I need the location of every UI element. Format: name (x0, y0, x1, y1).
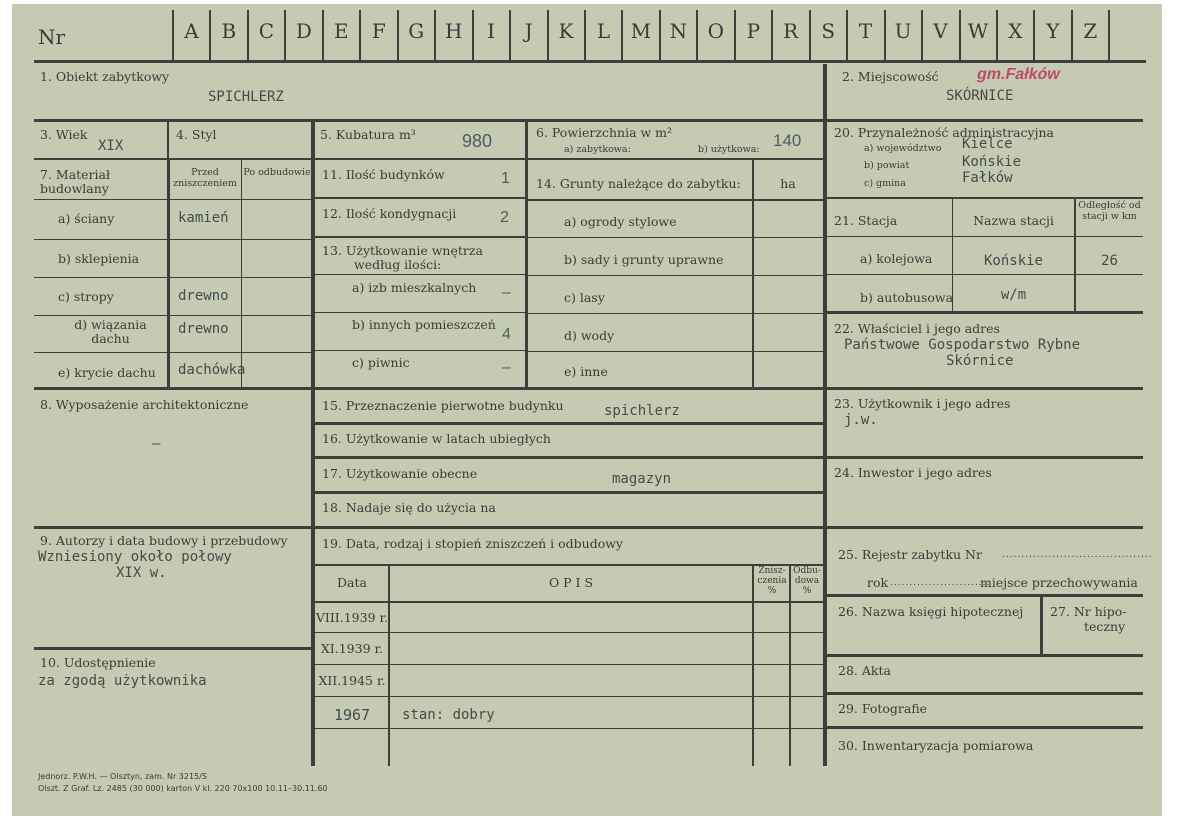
f14-r4 (528, 351, 823, 352)
f19-col-destr: Znisz-czenia % (757, 566, 787, 596)
f30-label: 30. Inwentaryzacja pomiarowa (838, 738, 1034, 753)
letter-divider (1108, 10, 1110, 60)
f21-b-name: w/m (1000, 287, 1027, 303)
f1-label: 1. Obiekt zabytkowy (40, 69, 170, 84)
rule-13b (315, 312, 525, 313)
rule-3 (34, 158, 312, 160)
f5-label: 5. Kubatura m³ (320, 127, 416, 142)
f14-row: b) sady i grunty uprawne (564, 252, 724, 267)
letter-box: L (596, 19, 611, 43)
f16-label: 16. Użytkowanie w latach ubiegłych (322, 431, 551, 446)
rule-24 (825, 456, 1143, 459)
letter-box: I (487, 19, 496, 43)
f19-label: 19. Data, rodzaj i stopień zniszczeń i odbudowy (322, 536, 623, 551)
f26-label: 26. Nazwa księgi hipotecznej (838, 604, 1024, 619)
rule-26 (825, 594, 1143, 597)
divider-left (311, 121, 315, 766)
rule-5-6 (315, 158, 823, 160)
f9-value2: XIX w. (116, 565, 167, 581)
f7-r4 (34, 315, 312, 316)
f15-value: spichlerz (604, 403, 680, 419)
footer-line2: Olszt. Z Graf. Lz. 2485 (30 000) karton V kl. 220 70x100 10.11–30.11.60 (38, 784, 328, 793)
letter-box: N (669, 19, 688, 43)
rule-16 (315, 422, 823, 425)
f14-label: 14. Grunty należące do zabytku: (536, 176, 741, 191)
f2-handwritten: gm.Fałków (975, 66, 1062, 83)
f13-b-value: 4 (502, 326, 511, 343)
rule-25 (825, 526, 1143, 529)
rule-17 (315, 456, 823, 459)
f14-row: d) wody (564, 328, 615, 343)
f2-value: SKÓRNICE (946, 88, 1014, 104)
letter-box: J (524, 19, 533, 43)
rule-13c (315, 350, 525, 351)
f19-row-desc: stan: dobry (402, 707, 495, 723)
f14-r0 (528, 199, 823, 201)
f24-label: 24. Inwestor i jego adres (834, 465, 992, 480)
letter-box: K (558, 19, 574, 43)
rule-28 (825, 654, 1143, 657)
letter-box: D (295, 19, 312, 43)
letter-box: X (1008, 19, 1023, 43)
rule-11 (315, 197, 525, 199)
f2-label: 2. Miejscowość (842, 69, 939, 84)
letter-box: P (746, 19, 761, 43)
f7-col-after: Po odbudowie (243, 167, 311, 178)
rule-10 (34, 647, 314, 650)
f23-value: j.w. (844, 412, 878, 428)
f3-label: 3. Wiek (40, 127, 88, 142)
f7-col-before: Przed zniszczeniem (173, 167, 237, 189)
f14-r1 (528, 237, 823, 238)
f7-r5 (34, 352, 312, 353)
f19-head-top (315, 564, 823, 566)
div-3-4 (167, 122, 169, 159)
letter-box: H (444, 19, 463, 43)
f11-value: 1 (501, 170, 510, 187)
letter-box: S (821, 19, 836, 43)
rule-13a (315, 274, 525, 275)
f6-value: 140 (773, 131, 802, 150)
f22-value1: Państwowe Gospodarstwo Rybne (844, 337, 1081, 353)
rule-19 (315, 526, 823, 529)
f7-row-label: b) sklepienia (58, 251, 140, 266)
rule-22 (825, 311, 1143, 314)
f8-label: 8. Wyposażenie architektoniczne (40, 397, 249, 412)
f19-row-date: XII.1945 r. (318, 673, 386, 688)
f28-label: 28. Akta (838, 663, 891, 678)
f19-r2 (315, 664, 823, 665)
f10-value: za zgodą użytkownika (38, 673, 207, 689)
f7-row-label: a) ściany (58, 211, 115, 226)
rule-8 (34, 387, 314, 390)
inventory-card (12, 4, 1162, 816)
f21-a-label: a) kolejowa (860, 251, 933, 266)
f14-row: c) lasy (564, 290, 605, 305)
f21-col-dist: Odległość od stacji w km (1078, 200, 1141, 222)
f6-sub-b: b) użytkowa: (698, 144, 760, 155)
f9-label: 9. Autorzy i data budowy i przebudowy (40, 533, 288, 548)
f17-value: magazyn (612, 471, 672, 487)
letter-box: E (333, 19, 349, 43)
letter-box: Z (1083, 19, 1098, 43)
letter-box: U (894, 19, 912, 43)
letter-box: B (221, 19, 237, 43)
f4-label: 4. Styl (176, 127, 217, 142)
f11-label: 11. Ilość budynków (322, 167, 445, 182)
f13-label2: według ilości: (354, 257, 442, 272)
f19-col-rebuild: Odbu-dowa % (793, 566, 821, 596)
rule-row1 (34, 119, 825, 122)
f19-r1 (315, 632, 823, 633)
div-mid (525, 122, 528, 389)
f7-row-label: d) wiązania dachu (74, 317, 147, 346)
f12-label: 12. Ilość kondygnacji (322, 206, 457, 221)
rule-15 (315, 387, 823, 390)
letter-box: Y (1046, 19, 1060, 43)
f8-value: — (152, 436, 161, 452)
f7-row-value: drewno (178, 321, 229, 337)
f9-value1: Wzniesiony około połowy (38, 549, 232, 565)
f19-col-desc: O P I S (548, 575, 594, 590)
f7-r1 (34, 199, 312, 200)
rule-23 (825, 387, 1143, 390)
f10-label: 10. Udostępnienie (40, 655, 156, 670)
f14-row: e) inne (564, 364, 608, 379)
rule-30 (825, 726, 1143, 729)
f14-r2 (528, 275, 823, 276)
f22-label: 22. Właściciel i jego adres (834, 321, 1000, 336)
f5-value: 980 (462, 131, 493, 151)
f20-a-label: a) województwo (864, 143, 942, 154)
letter-box: R (783, 19, 799, 43)
f21-r2 (825, 274, 1143, 275)
f14-row: a) ogrody stylowe (564, 214, 677, 229)
f19-col-date: Data (337, 575, 367, 590)
nr-label: Nr (38, 25, 66, 49)
f7-row-value: kamień (178, 210, 229, 226)
f13-a-label: a) izb mieszkalnych (352, 280, 477, 295)
f3-value: XIX (98, 138, 124, 154)
letter-box: V (933, 19, 948, 43)
footer-line1: Jednorz. P.W.H. — Olsztyn, zam. Nr 3215/S (38, 772, 207, 781)
f7-label: 7. Materiał budowlany (40, 167, 111, 196)
f19-r3 (315, 696, 823, 697)
f7-row-label: c) stropy (58, 289, 114, 304)
f20-b-label: b) powiat (864, 160, 910, 171)
rule-21 (825, 197, 1143, 199)
f19-r4 (315, 728, 823, 729)
rule-18 (315, 491, 823, 494)
letter-box: M (630, 19, 652, 43)
rule-29 (825, 692, 1143, 695)
f27-label2: teczny (1084, 619, 1126, 634)
f19-row-date: XI.1939 r. (320, 641, 384, 656)
f25-rok-dots: .......................... (890, 578, 991, 588)
f20-a-value: Kielce (962, 136, 1013, 152)
f25-place: miejsce przechowywania (980, 575, 1138, 590)
f21-r1 (825, 236, 1143, 237)
f25-rok: rok (867, 575, 889, 590)
f19-head-bottom (315, 601, 823, 603)
f7-r3 (34, 277, 312, 278)
f29-label: 29. Fotografie (838, 701, 928, 716)
letter-box: O (707, 19, 724, 43)
f20-label: 20. Przynależność administracyjna (834, 125, 1054, 140)
f13-a-value: – (502, 284, 511, 301)
f13-b-label: b) innych pomieszczeń (352, 317, 496, 332)
letter-box: A (184, 19, 199, 43)
f6-label: 6. Powierzchnia w m² (536, 125, 673, 140)
divider-right (823, 64, 827, 766)
f18-label: 18. Nadaje się do użycia na (322, 500, 496, 515)
f22-value2: Skórnice (946, 353, 1014, 369)
div-26-27 (1040, 596, 1043, 654)
f7-col1 (167, 160, 170, 388)
f14-unit: ha (780, 176, 796, 191)
f21-a-name: Końskie (983, 253, 1043, 269)
f20-c-value: Fałków (962, 170, 1013, 186)
f25-dots: ....................................... (1002, 550, 1153, 560)
f27-label1: 27. Nr hipo- (1050, 604, 1127, 619)
f7-row-value: dachówka (178, 362, 246, 378)
f7-row-value: drewno (178, 288, 229, 304)
f13-c-label: c) piwnic (352, 355, 410, 370)
f6-sub-a: a) zabytkowa: (564, 144, 631, 155)
f19-row-date: 1967 (333, 706, 371, 724)
f21-b-label: b) autobusowa (860, 290, 954, 305)
f14-col (752, 160, 754, 388)
f7-col2 (241, 160, 242, 388)
f1-value: SPICHLERZ (208, 89, 284, 105)
header-rule (34, 60, 1146, 63)
f7-row-label: e) krycie dachu (58, 365, 156, 380)
letter-box: C (258, 19, 275, 43)
rule-r2 (825, 119, 1143, 122)
rule-12 (315, 236, 525, 238)
f21-col-name: Nazwa stacji (973, 213, 1054, 228)
f19-row-date: VIII.1939 r. (315, 610, 389, 625)
f20-c-label: c) gmina (864, 178, 906, 189)
letter-box: T (858, 19, 873, 43)
letter-box: F (371, 19, 386, 43)
letter-box: G (408, 19, 425, 43)
f13-c-value: – (502, 359, 511, 376)
f25-label: 25. Rejestr zabytku Nr (838, 547, 982, 562)
letter-box: W (967, 19, 989, 43)
f17-label: 17. Użytkowanie obecne (322, 466, 478, 481)
f7-r2 (34, 239, 312, 240)
rule-9 (34, 526, 314, 529)
f21-label: 21. Stacja (834, 213, 898, 228)
f21-a-dist: 26 (1101, 253, 1118, 269)
f20-b-value: Końskie (962, 154, 1022, 170)
f15-label: 15. Przeznaczenie pierwotne budynku (322, 398, 564, 413)
f19-col-date (388, 564, 390, 766)
f12-value: 2 (500, 209, 509, 226)
f23-label: 23. Użytkownik i jego adres (834, 396, 1011, 411)
f13-label1: 13. Użytkowanie wnętrza (322, 243, 483, 258)
f14-r3 (528, 313, 823, 314)
